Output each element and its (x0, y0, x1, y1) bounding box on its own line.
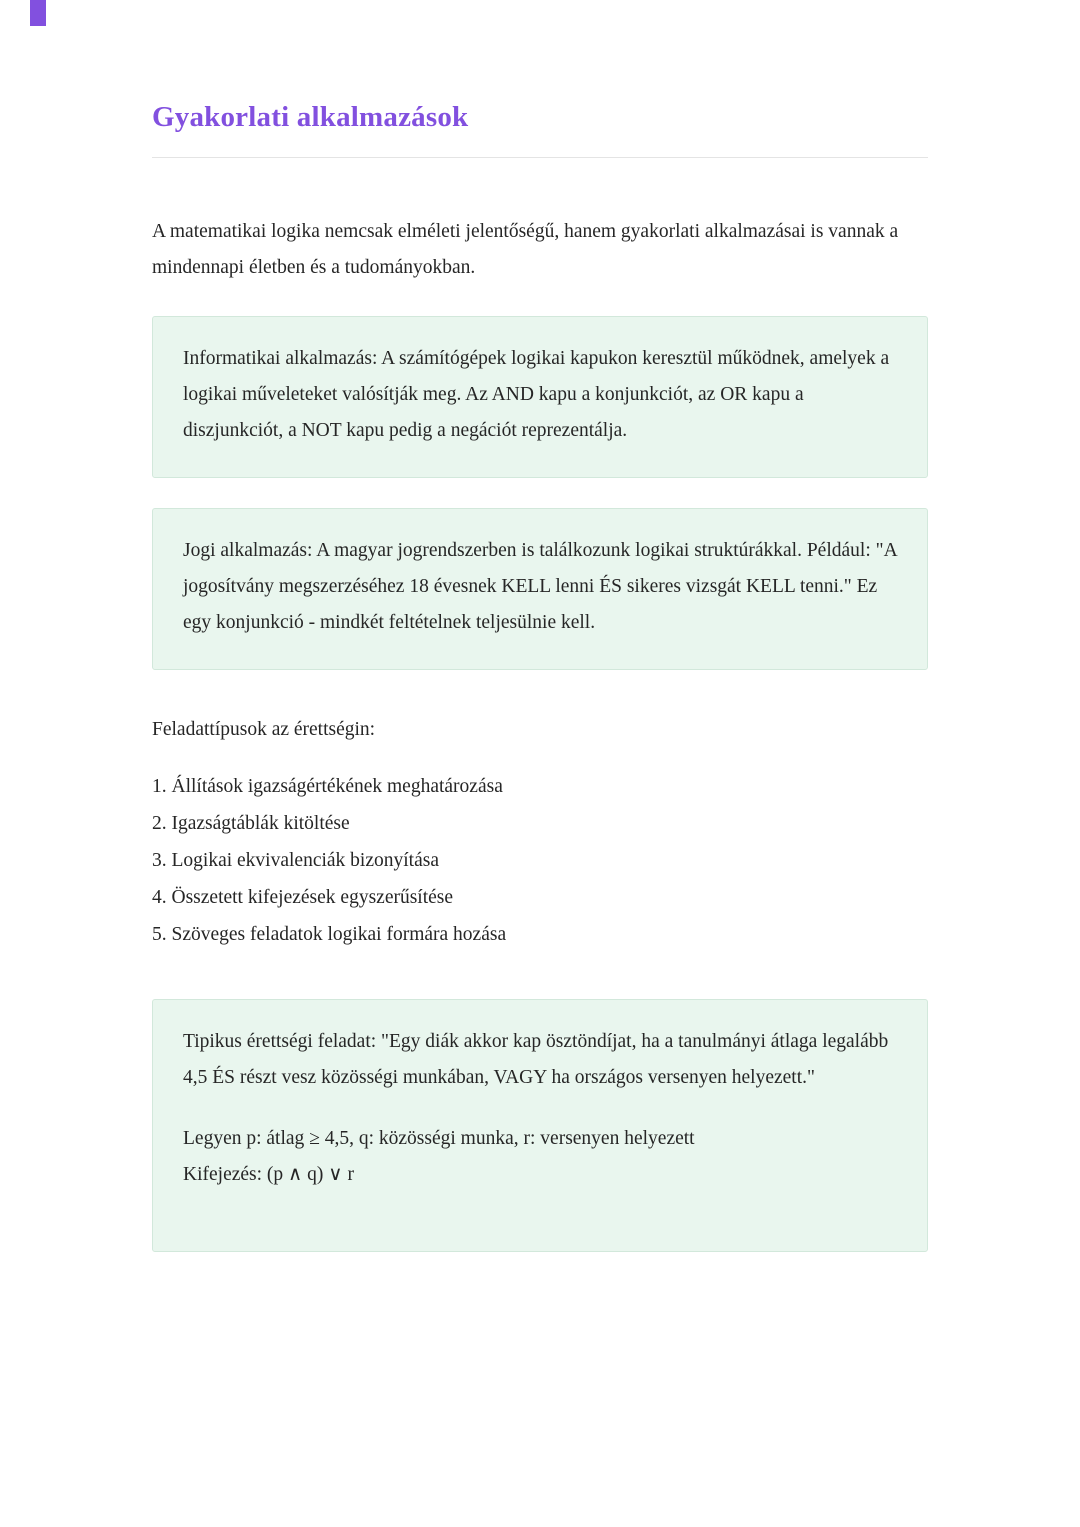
document-content (152, 0, 928, 1252)
intro-paragraph: A matematikai logika nemcsak elméleti jelentőségű, hanem gyakorlati alkalmazásai is vannak a mindennapi életben és a tudományokban. (152, 220, 899, 278)
task-item-label: Állítások igazságértékének meghatározása (171, 775, 503, 797)
task-item (152, 768, 928, 805)
page-corner-accent (30, 0, 46, 26)
task-item (152, 842, 928, 879)
task-item-label: Szöveges feladatok logikai formára hozása (171, 923, 507, 945)
task-item-label: Igazságtáblák kitöltése (171, 812, 350, 834)
tasks-heading: Feladattípusok az érettségin: (152, 718, 376, 740)
page-title: Gyakorlati alkalmazások (152, 101, 469, 133)
heading-divider (152, 157, 928, 158)
task-item-number: 1. (152, 775, 167, 797)
callout-legal-text: Jogi alkalmazás: A magyar jogrendszerben is találkozunk logikai struktúrákkal. Például: "A jogosítvány megszerzéséhez 18 évesnek KELL lenni ÉS sikeres vizsgát KELL tenni." Ez egy konjunkció - mindkét feltételnek teljesülnie kell. (183, 539, 897, 633)
task-list (152, 768, 928, 953)
task-item (152, 879, 928, 916)
callout-legal (152, 508, 928, 670)
task-item (152, 916, 928, 953)
example-logic-formula: Kifejezés: (p ∧ q) ∨ r (183, 1163, 354, 1185)
task-item-number: 4. (152, 886, 167, 908)
task-item-number: 3. (152, 849, 167, 871)
example-task-text: Tipikus érettségi feladat: "Egy diák akkor kap ösztöndíjat, ha a tanulmányi átlaga legalább 4,5 ÉS részt vesz közösségi munkában, VAGY ha országos versenyen helyezett." (183, 1030, 889, 1088)
task-item-number: 2. (152, 812, 167, 834)
task-item (152, 805, 928, 842)
callout-example-task (152, 999, 928, 1252)
callout-informatics-text: Informatikai alkalmazás: A számítógépek logikai kapukon keresztül működnek, amelyek a logikai műveleteket valósítják meg. Az AND kapu a konjunkciót, az OR kapu a diszjunkciót, a NOT kapu pedig a negációt reprezentálja. (183, 347, 890, 441)
task-item-label: Összetett kifejezések egyszerűsítése (171, 886, 454, 908)
task-item-number: 5. (152, 923, 167, 945)
callout-informatics (152, 316, 928, 478)
task-item-label: Logikai ekvivalenciák bizonyítása (171, 849, 439, 871)
example-variable-definitions: Legyen p: átlag ≥ 4,5, q: közösségi munka, r: versenyen helyezett (183, 1127, 695, 1149)
